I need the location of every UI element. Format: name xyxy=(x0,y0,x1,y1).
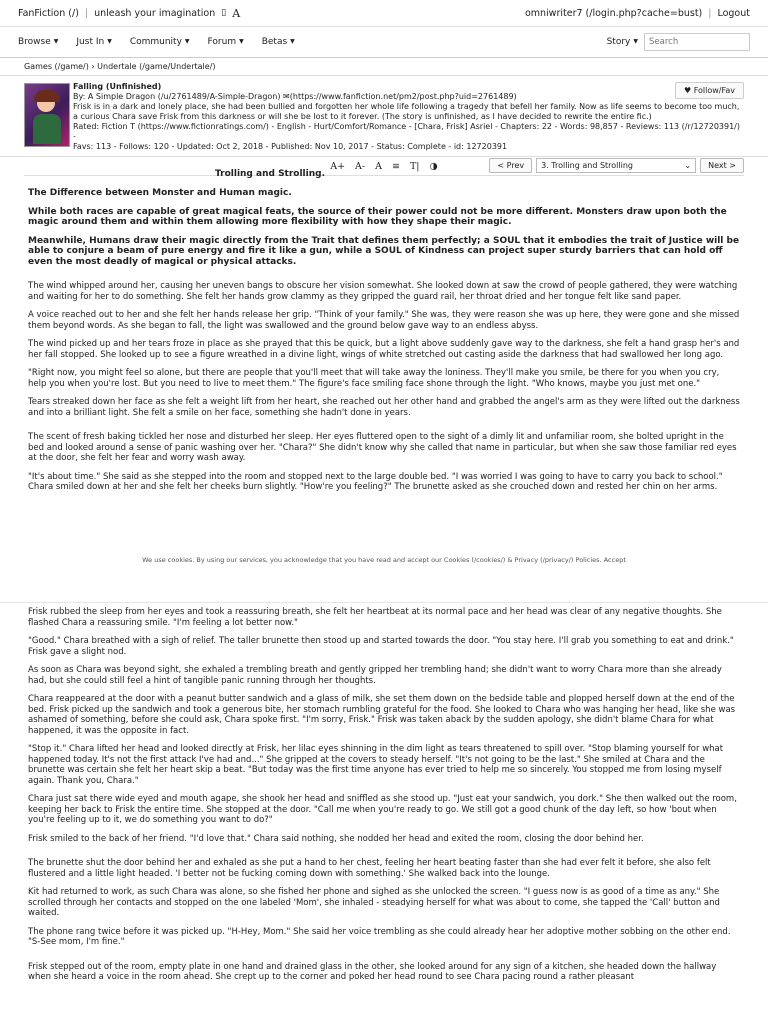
chevron-down-icon: ⌄ xyxy=(684,161,692,170)
story-text xyxy=(28,188,740,501)
caret-down-icon: ▼ xyxy=(53,38,59,45)
story-paragraph: Frisk smiled to the back of her friend. "I'd love that." Chara said nothing, she nodded her head and exited the room, closing the door behind her. xyxy=(28,833,644,844)
story-cover-image[interactable] xyxy=(24,83,70,147)
story-paragraph: The Difference between Monster and Human magic. xyxy=(28,188,292,198)
text-font-icon[interactable]: T| xyxy=(409,160,420,172)
cookie-bar-spacer xyxy=(0,568,768,603)
phone-icon[interactable]: ▯ xyxy=(221,8,227,18)
caret-down-icon: ▼ xyxy=(633,38,638,45)
story-paragraph: Kit had returned to work, as such Chara was alone, so she fished her phone and sighed as she unlocked the screen. "I guess now is as good of a time as any." She scrolled through her contacts and stopped on the one labeled 'Mom', she inhaled - steadying herself for what was about to come, she tapped the 'Call' button and waited. xyxy=(28,887,720,918)
caret-down-icon: ▼ xyxy=(184,38,190,45)
pm-link[interactable]: (https://www.fanfiction.net/pm2/post.php?uid=2761489) xyxy=(289,92,517,101)
story-text-continued xyxy=(28,607,740,991)
story-paragraph: The wind picked up and her tears froze in place as she prayed that this be quick, but a light above suddenly gave way to the darkness, she felt a hand grasp her's and her fall stopped. She looked up to see a figure wreathed in a divine light, wings of white stretched out casting aside the darkness that had swallowed her long ago. xyxy=(28,339,740,360)
nav-just-in[interactable]: Just In ▼ xyxy=(76,37,112,47)
chapter-select[interactable]: 3. Trolling and Strolling ⌄ xyxy=(536,158,696,173)
story-paragraph: While both races are capable of great magical feats, the source of their power could not be more different. Monsters draw upon both the magic around them and within them allowing more flexibility with how they shape their magic. xyxy=(28,206,727,227)
nav-community[interactable]: Community ▼ xyxy=(129,37,190,47)
story-summary: Frisk is in a dark and lonely place, she had been bullied and forgotten her whole life following a tragedy that befell her family. Now as life seems to become too much, a curious Chara save Frisk from this darkness or will she be lost to it forever. (The story is unfinished, as I have decided to rewrite the entire fic.) xyxy=(73,102,740,121)
story-paragraph: Frisk rubbed the sleep from her eyes and took a reassuring breath, she felt her heartbeat at its normal pace and her head was clear of any negative thoughts. She flashed Chara a reassuring smile. "I'm feeling a lot better now." xyxy=(28,607,722,628)
separator: | xyxy=(708,7,712,19)
nav-betas[interactable]: Betas ▼ xyxy=(261,37,295,47)
caret-down-icon: ▼ xyxy=(290,38,295,45)
caret-down-icon: ▼ xyxy=(239,38,244,45)
main-nav xyxy=(0,27,768,58)
story-paragraph: "Stop it." Chara lifted her head and looked directly at Frisk, her lilac eyes shinning in the dim light as tears threatened to spill over. "Stop blaming yourself for what happened today. It's not the first attack I've had and..." She gripped at the covers to steady herself. "It's not going to be the last." She smiled at Chara and the brunette was certain she felt her heart skip a beat. "But today was the first time anyone has ever tried to help me so sincerely. You stopped me from losing myself again. Thank you, Chara." xyxy=(28,744,724,786)
heart-icon: ♥ xyxy=(683,86,692,95)
story-paragraph: The scent of fresh baking tickled her nose and disturbed her sleep. Her eyes fluttered open to the sight of a dimly lit and unfamiliar room, she bolted upright in the bed and looked around a sense of panic washing over her. "Chara?" She didn't know why she called that name in particular, but when she saw those familiar red eyes at the door, she felt her fear and worry wash away. xyxy=(28,432,737,463)
story-paragraph: The phone rang twice before it was picked up. "H-Hey, Mom." She said her voice trembling as she could already hear her adoptive mother sobbing on the other end. "S-See mom, I'm fine." xyxy=(28,926,731,947)
author-link[interactable]: By: A Simple Dragon (/u/2761489/A-Simple-Dragon) xyxy=(73,92,281,101)
story-paragraph: As soon as Chara was beyond sight, she exhaled a trembling breath and gently gripped her trembling hand; she didn't want to worry Chara more than she already had, but she could still feel a hint of tangible panic running through her thoughts. xyxy=(28,665,722,686)
font-size-icon[interactable]: A xyxy=(232,6,241,20)
story-rating-line: Rated: Fiction T (https://www.fictionratings.com/) - English - Hurt/Comfort/Romance - [Chara, Frisk] Asriel - Chapters: 22 - Words: 98,857 - Reviews: 113 (/r/12720391/) - xyxy=(73,122,740,141)
story-menu[interactable]: Story ▼ xyxy=(606,37,638,47)
story-paragraph: Tears streaked down her face as she felt a weight lift from her heart, she reached out her other hand and grabbed the angel's arm as they were lifted out the darkness and into a brilliant light. She felt a smile on her face, something she hadn't done in years. xyxy=(28,397,740,418)
chapter-nav xyxy=(489,158,744,173)
story-paragraph: Frisk stepped out of the room, empty plate in one hand and drained glass in the other, she looked around for any sign of a kitchen, she headed down the hallway when she heard a voice in the room ahead. She crept up to the corner and poked her head round to see Chara pacing round a rather pleasant xyxy=(28,961,717,982)
story-byline-row xyxy=(73,92,744,102)
story-stats-line: Favs: 113 - Follows: 120 - Updated: Oct 2, 2018 - Published: Nov 10, 2017 - Status: Complete - id: 12720391 xyxy=(73,142,508,151)
story-meta xyxy=(73,82,744,152)
logout-link[interactable]: Logout xyxy=(717,7,750,19)
story-paragraph: "Right now, you might feel so alone, but there are people that you'll meet that will take away the loniness. They'll make you smile, be there for you when you cry, help you when you're lost. But you need to live to meet them." The figure's face smiling face shone through the light. "Who knows, maybe you just met one." xyxy=(28,368,720,389)
nav-browse[interactable]: Browse ▼ xyxy=(18,37,59,47)
story-header xyxy=(0,76,768,157)
follow-fav-button[interactable]: ♥ Follow/Fav xyxy=(675,82,744,99)
chevron-right-icon: › xyxy=(91,62,95,71)
cookie-accept-button[interactable]: Accept xyxy=(603,556,626,564)
site-tagline: unleash your imagination xyxy=(94,7,216,19)
cover-figure-body xyxy=(33,114,61,144)
story-paragraph: Chara reappeared at the door with a peanut butter sandwich and a glass of milk, she set them down on the bedside table and plopped herself down at the end of the bed. Frisk picked up the sandwich and took a generous bite, her stomach rumbling grateful for the food. She looked to Chara who was hanging her head, like she was ashamed of something, before she could ask, Chara spoke first. "I'm sorry, Frisk." Frisk was taken aback by the sudden apology, she didn't blame Chara for what happened, it was the opposite in fact. xyxy=(28,694,736,736)
cookie-text: We use cookies. By using our services, you acknowledge that you have read and accept our Cookies (/cookies/) & Privacy (/privacy/) Policies. xyxy=(142,556,602,564)
story-paragraph: "It's about time." She said as she stepped into the room and stopped next to the large double bed. "I was worried I was going to have to carry you back to school." Chara smiled down at her and she felt her cheeks burn slightly. "How're you feeling?" The brunette asked as she crouched down and rested her chin on her arms. xyxy=(28,471,723,492)
breadcrumb-undertale[interactable]: Undertale (/game/Undertale/) xyxy=(97,62,216,71)
breadcrumb-games[interactable]: Games (/game/) xyxy=(24,62,89,71)
breadcrumb xyxy=(0,58,768,76)
story-paragraph: The wind whipped around her, causing her uneven bangs to obscure her vision somewhat. She looked down at saw the crowd of people gathered, they were watching and waiting for her to do something. She felt her hands grow clammy as they gripped the guard rail, her throat dried and her tongue felt like sand paper. xyxy=(28,281,738,302)
separator: | xyxy=(84,7,89,19)
top-bar xyxy=(0,0,768,27)
story-paragraph: A voice reached out to her and she felt her hands release her grip. "Think of your family." She was, they were reason she was up here, they were gone and she missed them beyond words. As she began to fall, the light was swallowed and the ground below gave way to an endless abyss. xyxy=(28,310,740,331)
cookie-notice xyxy=(0,556,768,564)
story-paragraph: Chara just sat there wide eyed and mouth agape, she shook her head and sniffled as she stood up. "Just eat your sandwich, you dork." She then walked out the room, keeping her back to Frisk the entire time. She stopped at the door. "Call me when you're ready to go. We still got a good chunk of the day left, so how 'bout when you're feeling up to it, we do something you want to do?" xyxy=(28,794,737,825)
font-decrease-button[interactable]: A- xyxy=(355,160,366,172)
mail-icon[interactable]: ✉ xyxy=(283,92,290,101)
next-chapter-button[interactable]: Next > xyxy=(700,158,744,173)
font-reset-button[interactable]: A xyxy=(375,160,382,172)
story-paragraph: The brunette shut the door behind her and exhaled as she put a hand to her chest, feeling her heart beating faster than she had ever felt it before, she also felt flustered and a little light headed. 'I better not be fucking coming down with something.' She walked back into the lounge. xyxy=(28,858,711,879)
search-input[interactable] xyxy=(644,33,750,51)
text-width-icon[interactable]: ≡ xyxy=(391,160,400,172)
caret-down-icon: ▼ xyxy=(107,38,112,45)
story-paragraph: Meanwhile, Humans draw their magic directly from the Trait that defines them perfectly; a SOUL that it embodies the trait of Justice will be able to conjure a beam of pure energy and fire it like a gun, while a SOUL of Kindness can project super sturdy barriers that can hold off even the most deadly of magical or physical attacks. xyxy=(28,235,740,267)
chapter-title: Trolling and Strolling. xyxy=(215,169,325,179)
contrast-icon[interactable]: ◑ xyxy=(429,160,438,172)
story-paragraph: "Good." Chara breathed with a sigh of relief. The taller brunette then stood up and started towards the door. "You stay here. I'll grab you something to eat and drink." Frisk gave a slight nod. xyxy=(28,636,734,657)
font-increase-button[interactable]: A+ xyxy=(330,160,346,172)
prev-chapter-button[interactable]: < Prev xyxy=(489,158,532,173)
story-title: Falling (Unfinished) xyxy=(73,82,162,91)
user-link[interactable]: omniwriter7 (/login.php?cache=bust) xyxy=(524,7,703,19)
nav-forum[interactable]: Forum ▼ xyxy=(207,37,244,47)
site-logo-link[interactable]: FanFiction (/) xyxy=(18,7,79,19)
cover-figure-hair xyxy=(34,90,60,102)
